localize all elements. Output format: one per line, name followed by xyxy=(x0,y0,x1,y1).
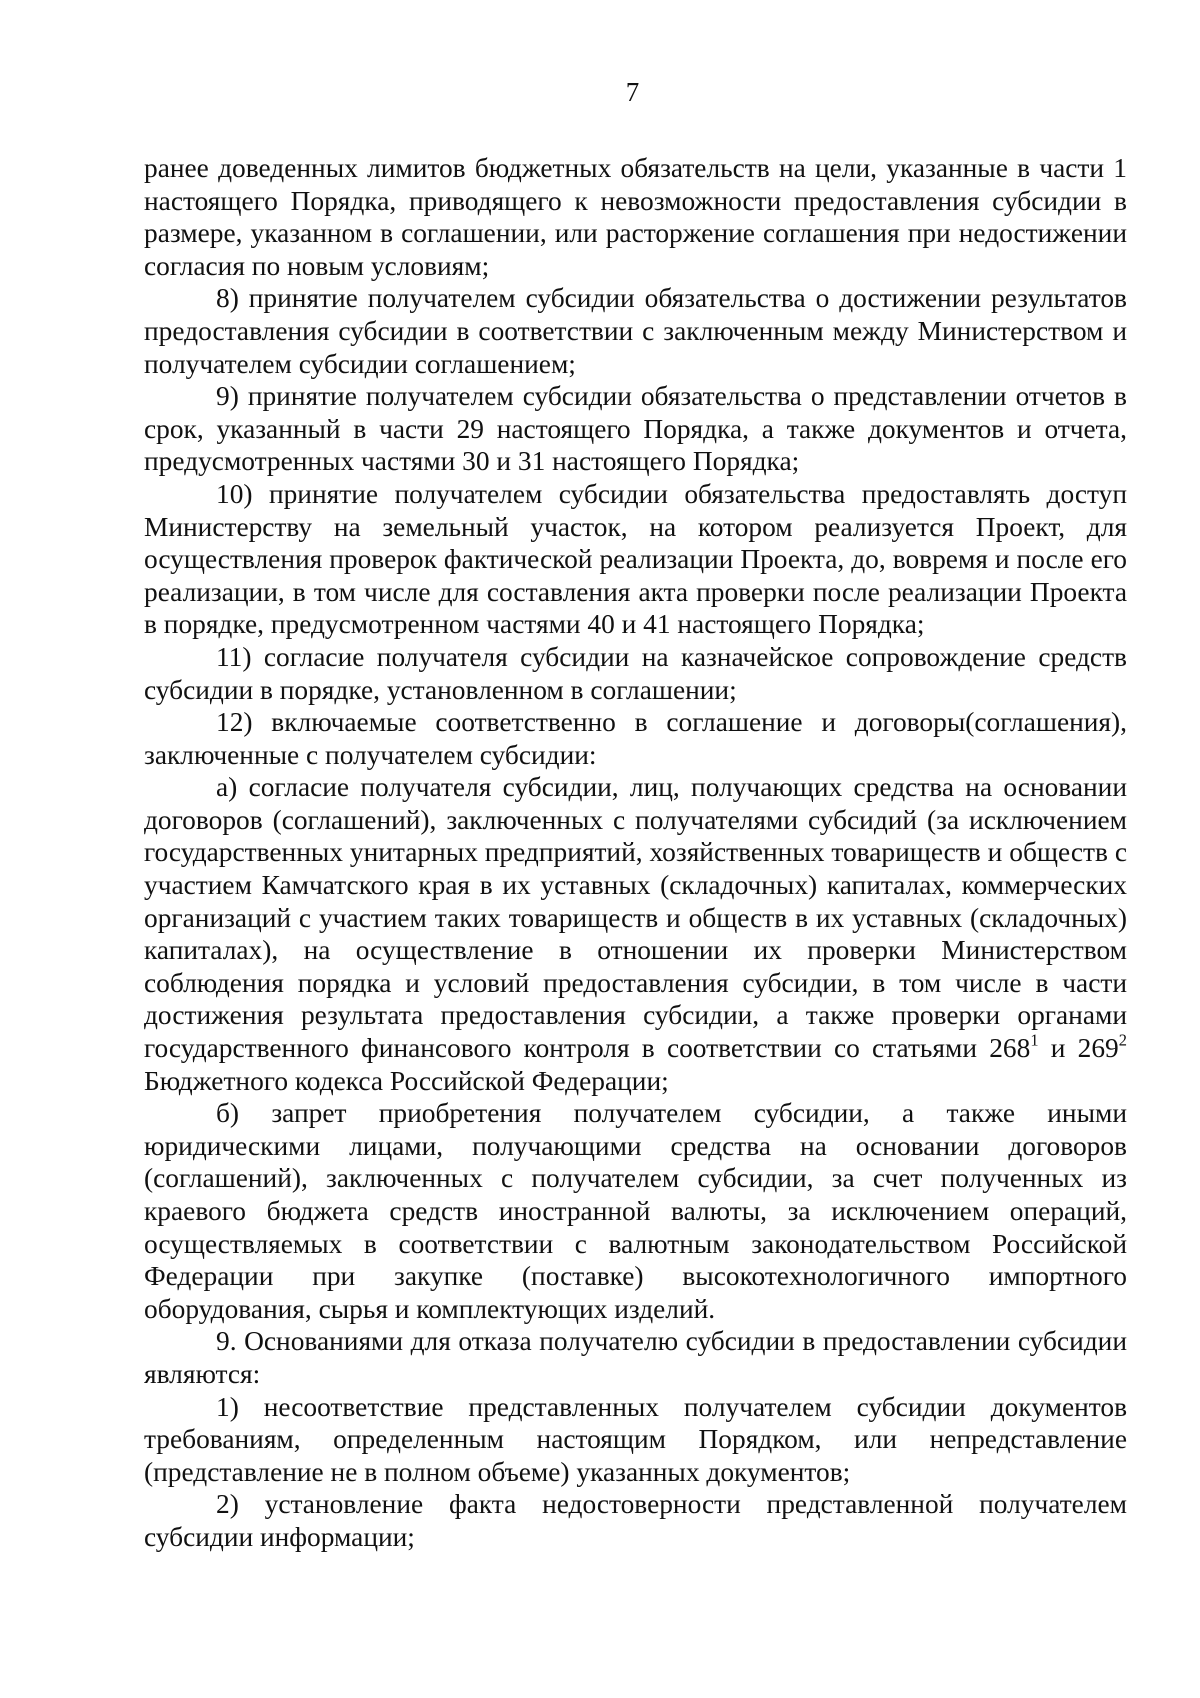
subitem-a-text-end: Бюджетного кодекса Российской Федерации; xyxy=(144,1065,669,1096)
paragraph-item-10: 10) принятие получателем субсидии обязательства предоставлять доступ Министерству на земельный участок, на котором реализуется Проект, для осуществления проверок фактической реализации Проекта, до, вовремя и после его реализации, в том числе для составления акта проверки после реализации Проекта в порядке, предусмотренном частями 40 и 41 настоящего Порядка; xyxy=(144,478,1127,640)
paragraph-section-9: 9. Основаниями для отказа получателю субсидии в предоставлении субсидии являются: xyxy=(144,1326,1127,1389)
paragraph-continuation: ранее доведенных лимитов бюджетных обязательств на цели, указанные в части 1 настоящего Порядка, приводящего к невозможности предоставления субсидии в размере, указанном в соглашении, или расторжение соглашения при недостижении согласия по новым условиям; xyxy=(144,153,1127,281)
paragraph-subitem-a xyxy=(144,771,1127,1097)
document-body xyxy=(144,152,1127,1554)
paragraph-item-8: 8) принятие получателем субсидии обязательства о достижении результатов предоставления субсидии в соответствии с заключенным между Министерством и получателем субсидии соглашением; xyxy=(144,283,1127,379)
superscript-1: 1 xyxy=(1030,1030,1039,1050)
superscript-2: 2 xyxy=(1118,1030,1127,1050)
paragraph-refusal-item-1: 1) несоответствие представленных получателем субсидии документов требованиям, определенным настоящим Порядком, или непредставление (представление не в полном объеме) указанных документов; xyxy=(144,1391,1127,1487)
page-number: 7 xyxy=(625,77,640,107)
paragraph-item-9: 9) принятие получателем субсидии обязательства о представлении отчетов в срок, указанный в части 29 настоящего Порядка, а также документов и отчета, предусмотренных частями 30 и 31 настоящего Порядка; xyxy=(144,381,1127,477)
subitem-a-text-middle: и 269 xyxy=(1038,1033,1119,1064)
paragraph-item-11: 11) согласие получателя субсидии на казначейское сопровождение средств субсидии в порядке, установленном в соглашении; xyxy=(144,641,1127,705)
subitem-a-text: а) согласие получателя субсидии, лиц, получающих средства на основании договоров (соглашений), заключенных с получателями субсидий (за исключением государственных унитарных предприятий, хозяйственных товариществ и обществ с участием Камчатского края в их уставных (складочных) капиталах, коммерческих организаций с участием таких товариществ и обществ в их уставных (складочных) капиталах), на осуществление в отношении их проверки Министерством соблюдения порядка и условий предоставления субсидии, в том числе в части достижения результата предоставления субсидии, а также проверки органами государственного финансового контроля в соответствии со статьями 268 xyxy=(144,772,1127,1064)
paragraph-item-12: 12) включаемые соответственно в соглашение и договоры(соглашения), заключенные с получателем субсидии: xyxy=(144,707,1127,770)
paragraph-subitem-b: б) запрет приобретения получателем субсидии, а также иными юридическими лицами, получающими средства на основании договоров (соглашений), заключенных с получателем субсидии, за счет полученных из краевого бюджета средств иностранной валюты, за исключением операций, осуществляемых в соответствии с валютным законодательством Российской Федерации при закупке (поставке) высокотехнологичного импортного оборудования, сырья и комплектующих изделий. xyxy=(144,1098,1127,1324)
paragraph-refusal-item-2: 2) установление факта недостоверности представленной получателем субсидии информации; xyxy=(144,1489,1127,1552)
